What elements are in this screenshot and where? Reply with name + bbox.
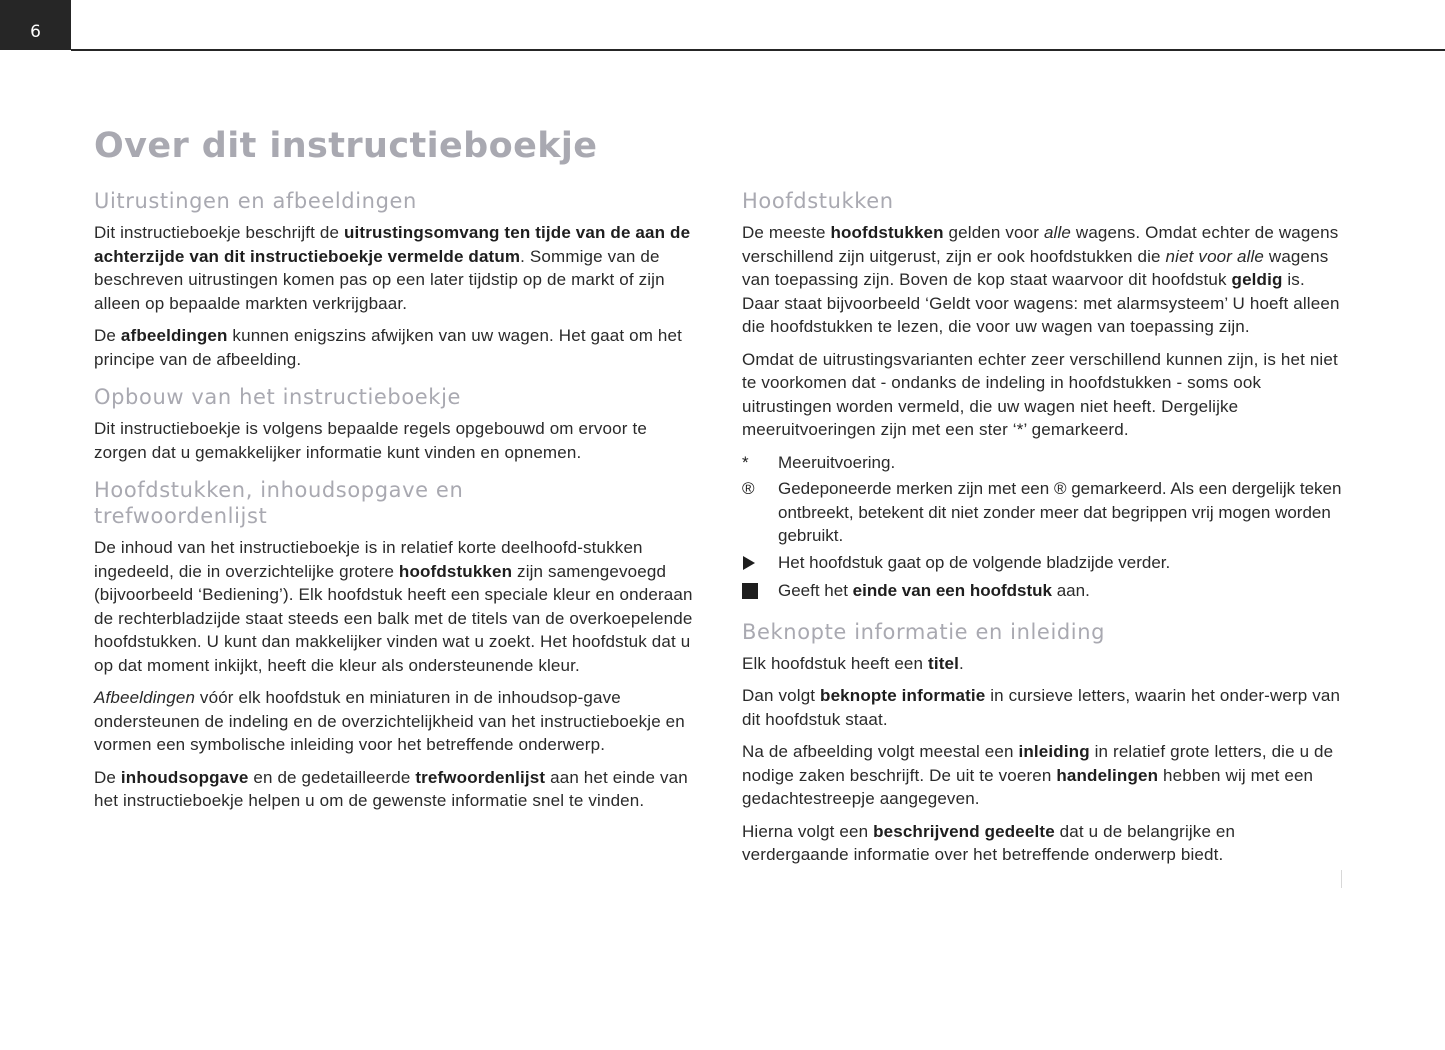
symbol-legend: [742, 451, 1346, 606]
paragraph: Afbeeldingen vóór elk hoofdstuk en miniaturen in de inhoudsop-gave ondersteunen de indeling en de overzichtelijkheid van het instructieboekje en vormen een symbolische inleiding voor het betreffende onderwerp.: [94, 688, 685, 754]
paragraph: De inhoud van het instructieboekje is in relatief korte deelhoofd-stukken ingedeeld, die in overzichtelijke grotere hoofdstukken zijn samengevoegd (bijvoorbeeld ‘Bediening’). Elk hoofdstuk heeft een speciale kleur en onderaan de rechterbladzijde staat steeds een balk met de titels van de overkoepelende hoofdstukken. U kunt dan makkelijker vinden wat u zoekt. Het hoofdstuk dat u op dat moment inkijkt, heeft die kleur als ondersteunende kleur.: [94, 538, 693, 675]
paragraph: De afbeeldingen kunnen enigszins afwijken van uw wagen. Het gaat om het principe van de afbeelding.: [94, 326, 683, 369]
list-item: Geeft het einde van een hoofdstuk aan.: [742, 579, 1346, 606]
list-item: * Meeruitvoering.: [742, 451, 1346, 475]
asterisk-symbol: *: [742, 452, 749, 472]
paragraph: Dit instructieboekje beschrijft de uitrustingsomvang ten tijde van de aan de achterzijde van dit instructieboekje vermelde datum. Sommige van de beschreven uitrustingen komen pas op een later tijdstip op de markt of zijn alleen op bepaalde markten verkrijgbaar.: [94, 223, 691, 313]
page-number: 6: [30, 22, 41, 42]
paragraph: Na de afbeelding volgt meestal een inleiding in relatief grote letters, die u de nodige zaken beschrijft. De uit te voeren handelingen hebben wij met een gedachtestreepje aangegeven.: [742, 742, 1334, 808]
heading-hoofdstukken: Hoofdstukken: [742, 189, 894, 213]
list-item: Het hoofdstuk gaat op de volgende bladzijde verder.: [742, 551, 1346, 577]
paragraph: De meeste hoofdstukken gelden voor alle wagens. Omdat echter de wagens verschillend zijn uitgerust, zijn er ook hoofdstukken die niet voor alle wagens van toepassing zijn. Boven de kop staat waarvoor dit hoofdstuk geldig is. Daar staat bijvoorbeeld ‘Geldt voor wagens: met alarmsysteem’ U hoeft alleen die hoofdstukken te lezen, die voor uw wagen van toepassing zijn.: [742, 223, 1340, 336]
heading-uitrustingen: Uitrustingen en afbeeldingen: [94, 189, 417, 213]
page-number-tab: [0, 0, 71, 50]
page-title: Over dit instructieboekje: [94, 126, 598, 166]
margin-mark: [1341, 870, 1342, 888]
paragraph: Dit instructieboekje is volgens bepaalde regels opgebouwd om ervoor te zorgen dat u gemakkelijker informatie kunt vinden en opnemen.: [94, 419, 647, 462]
left-column: [94, 188, 698, 822]
heading-beknopte-informatie: Beknopte informatie en inleiding: [742, 619, 1106, 644]
heading-hoofdstukken-inhoudsopgave: Hoofdstukken, inhoudsopgave en trefwoordenlijst: [94, 478, 464, 528]
paragraph: Hierna volgt een beschrijvend gedeelte dat u de belangrijke en verdergaande informatie over het betreffende onderwerp biedt.: [742, 821, 1236, 864]
paragraph: Omdat de uitrustingsvarianten echter zeer verschillend kunnen zijn, is het niet te voorkomen dat - ondanks de indeling in hoofdstukken - soms ook uitrustingen worden vermeld, die uw wagen niet heeft. Dergelijke meeruitvoeringen zijn met een ster ‘*’ gemarkeerd.: [742, 349, 1338, 439]
header-rule: [71, 49, 1445, 51]
paragraph: De inhoudsopgave en de gedetailleerde trefwoordenlijst aan het einde van het instructieboekje helpen u om de gewenste informatie snel te vinden.: [94, 767, 688, 810]
right-column: [742, 188, 1346, 876]
paragraph: Elk hoofdstuk heeft een titel.: [742, 653, 964, 673]
arrow-right-icon: [743, 556, 755, 570]
heading-opbouw: Opbouw van het instructieboekje: [94, 385, 462, 409]
black-square-icon: [742, 583, 758, 599]
paragraph: Dan volgt beknopte informatie in cursieve letters, waarin het onder-werp van dit hoofdstuk staat.: [742, 686, 1341, 729]
registered-symbol: ®: [742, 479, 755, 498]
list-item: ® Gedeponeerde merken zijn met een ® gemarkeerd. Als een dergelijk teken ontbreekt, betekent dit niet zonder meer dat begrippen vrij mogen worden gebruikt.: [742, 477, 1346, 548]
